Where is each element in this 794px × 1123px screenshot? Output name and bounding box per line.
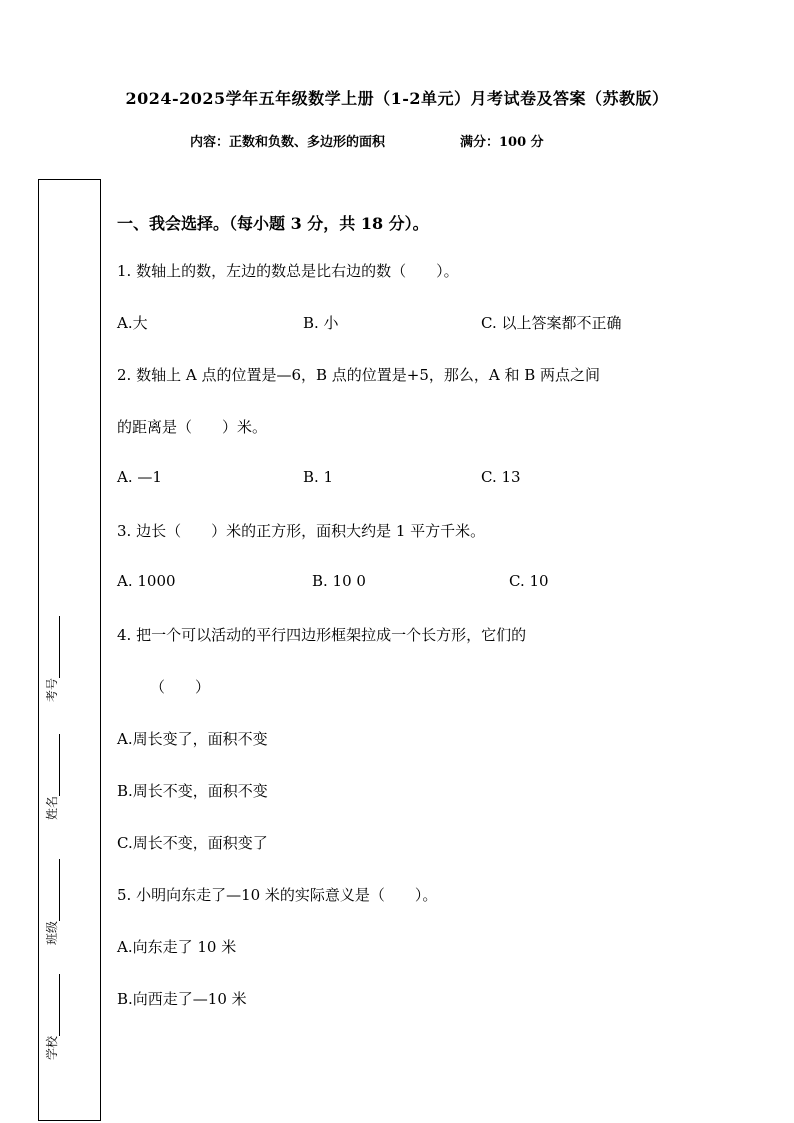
section-heading: 一、我会选择。（每小题 3 分，共 18 分）。 — [117, 214, 429, 233]
exam-number-line — [47, 616, 60, 678]
q2-option-a: A. —1 — [117, 468, 162, 486]
q3-option-c: C. 10 — [509, 572, 549, 590]
class-line — [47, 859, 60, 921]
name-field — [43, 760, 59, 820]
school-field — [43, 1000, 59, 1060]
question-4-line-2: （ ） — [150, 678, 211, 696]
q5-option-b: B.向西走了—10 米 — [117, 990, 247, 1008]
class-label: 班级 — [45, 920, 59, 945]
q1-option-a: A.大 — [117, 314, 148, 332]
question-5: 5. 小明向东走了—10 米的实际意义是（ ）。 — [117, 886, 438, 904]
class-field — [43, 885, 59, 945]
q4-option-c: C.周长不变，面积变了 — [117, 834, 268, 852]
school-line — [47, 974, 60, 1036]
binding-margin — [38, 179, 101, 1121]
exam-number-field — [43, 642, 59, 702]
name-line — [47, 734, 60, 796]
school-label: 学校 — [45, 1035, 59, 1060]
q2-option-b: B. 1 — [303, 468, 334, 486]
name-label: 姓名 — [45, 795, 59, 820]
score-label: 满分：100 分 — [460, 135, 544, 150]
question-1: 1. 数轴上的数，左边的数总是比右边的数（ ）。 — [117, 262, 459, 280]
q4-option-b: B.周长不变，面积不变 — [117, 782, 268, 800]
question-4-line-1: 4. 把一个可以活动的平行四边形框架拉成一个长方形，它们的 — [117, 626, 527, 644]
q4-option-a: A.周长变了，面积不变 — [117, 730, 268, 748]
content-label: 内容：正数和负数、多边形的面积 — [190, 135, 386, 150]
question-2-line-1: 2. 数轴上 A 点的位置是—6，B 点的位置是+5，那么，A 和 B 两点之间 — [117, 366, 601, 384]
q5-option-a: A.向东走了 10 米 — [117, 938, 237, 956]
q1-option-c: C. 以上答案都不正确 — [481, 314, 622, 332]
exam-number-label: 考号 — [45, 677, 59, 702]
q2-option-c: C. 13 — [481, 468, 521, 486]
question-2-line-2: 的距离是（ ）米。 — [117, 418, 268, 436]
question-3: 3. 边长（ ）米的正方形，面积大约是 1 平方千米。 — [117, 522, 486, 540]
page-title: 2024-2025学年五年级数学上册（1-2单元）月考试卷及答案（苏教版） — [125, 89, 669, 108]
q3-option-b: B. 10 0 — [312, 572, 366, 590]
page-subtitle — [190, 131, 544, 150]
q1-option-b: B. 小 — [303, 314, 339, 332]
q3-option-a: A. 1000 — [117, 572, 176, 590]
